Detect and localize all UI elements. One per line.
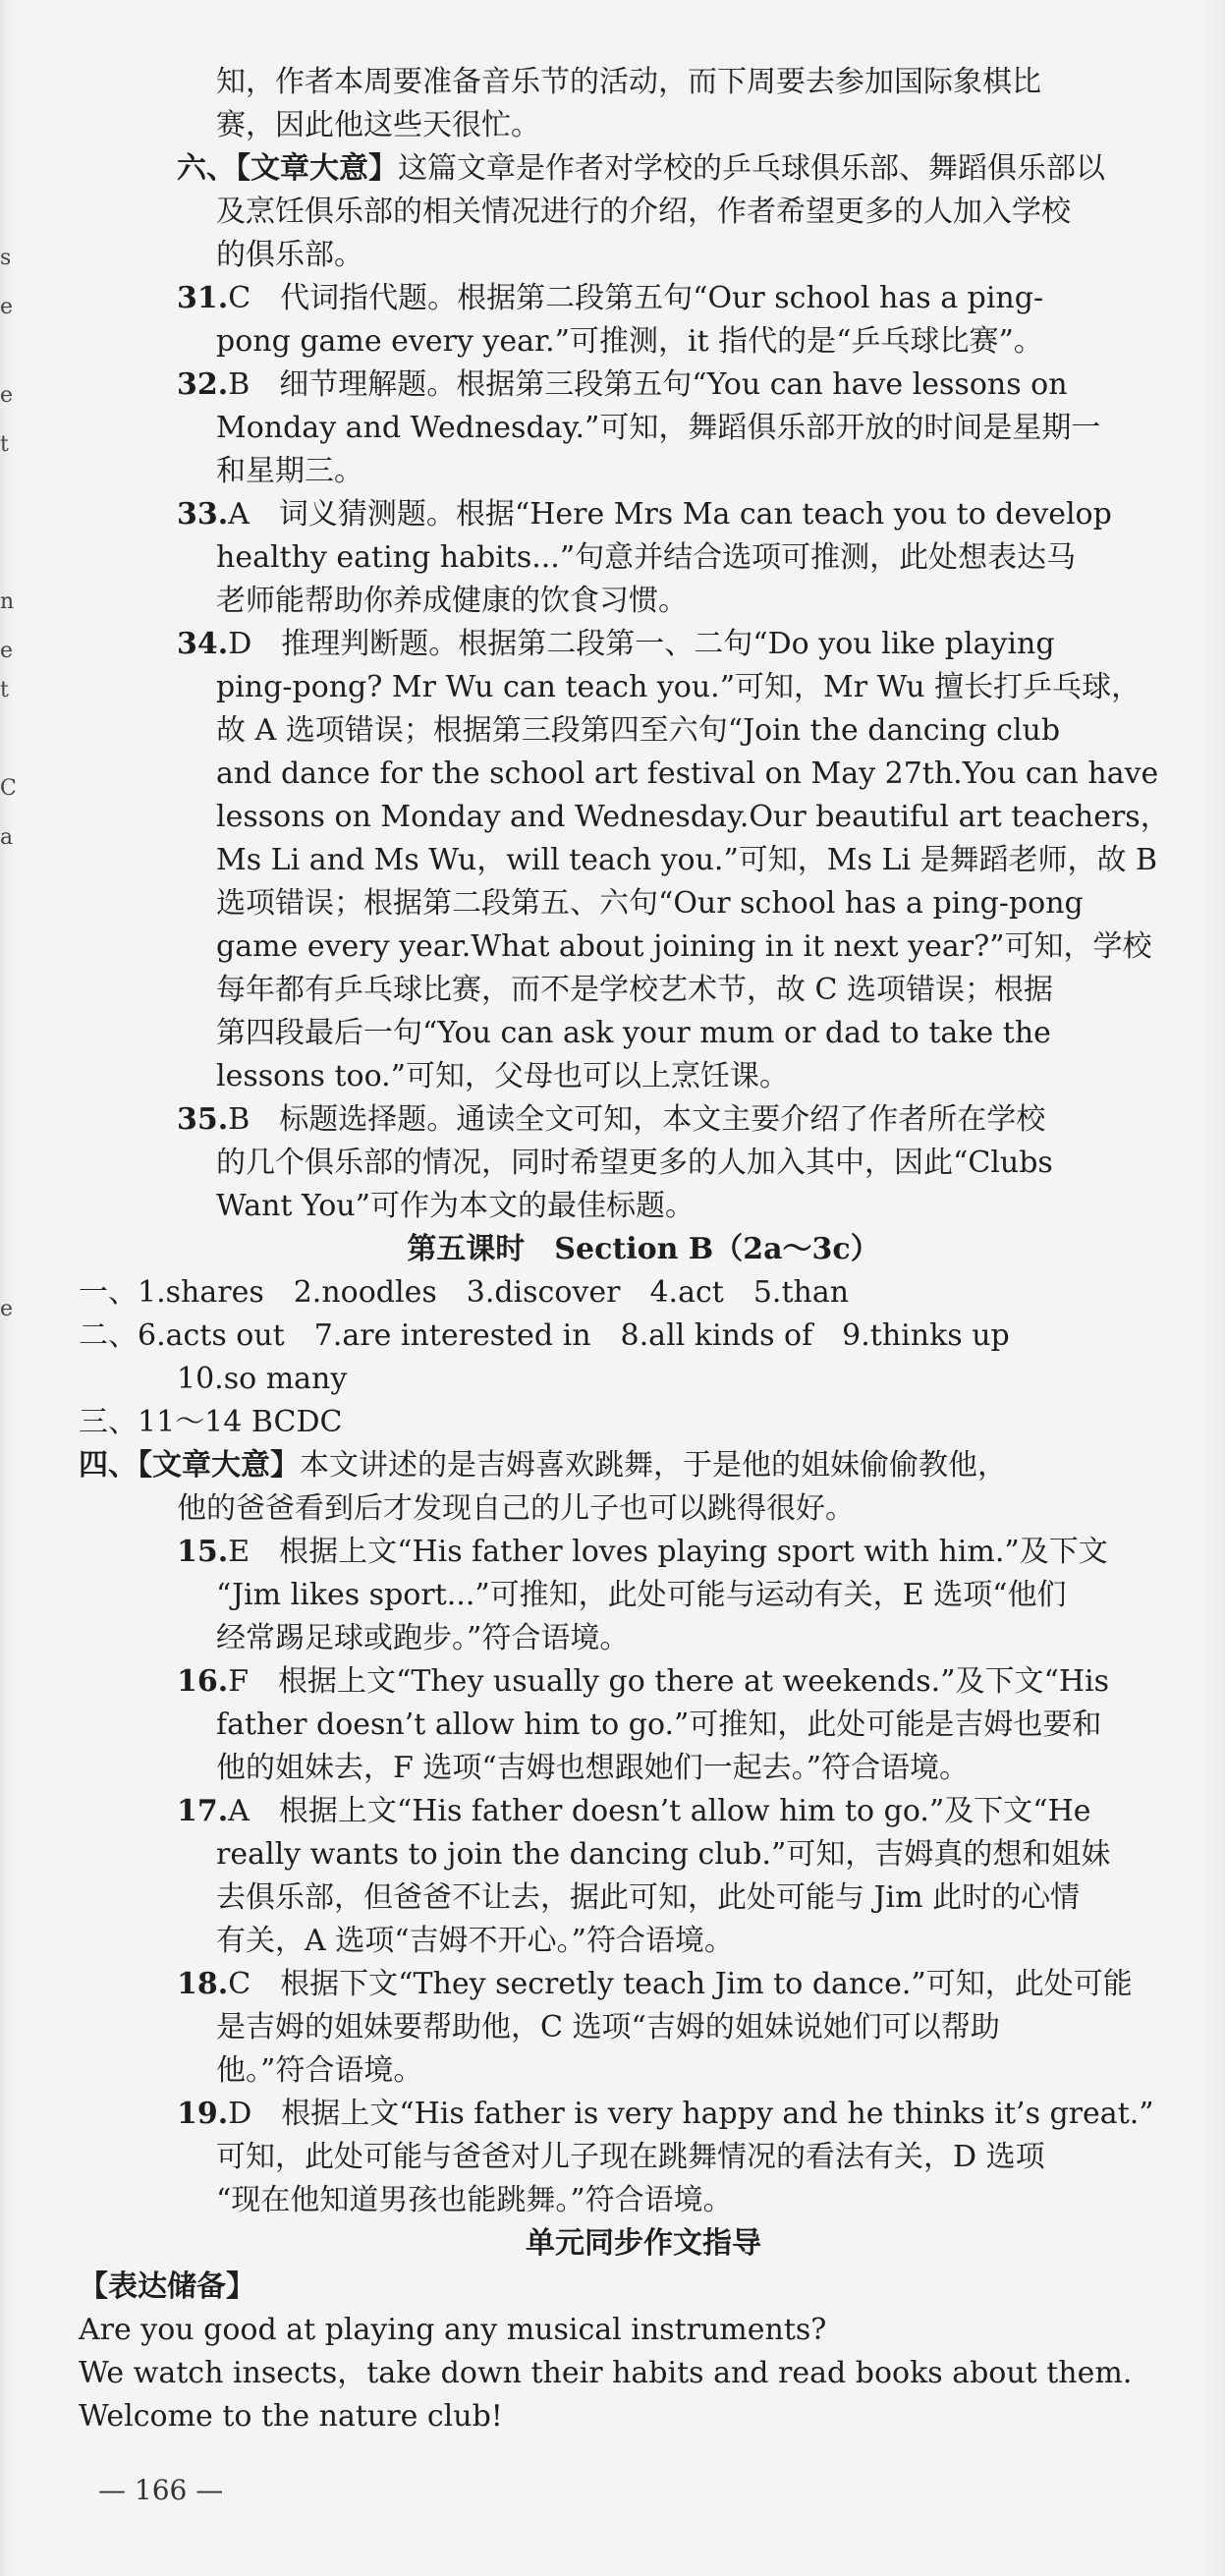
text-line (79, 1487, 1208, 1531)
edge-char: s (0, 246, 12, 270)
text-line (79, 1185, 1208, 1228)
text-line (79, 2006, 1208, 2049)
line-text: 去俱乐部，但爸爸不让去，据此可知，此处可能与 Jim 此时的心情 (216, 1880, 1081, 1915)
text-line (79, 1401, 1208, 1444)
edge-char: t (0, 432, 9, 457)
line-text: 选项错误；根据第二段第五、六句“Our school has a ping-pong (216, 886, 1084, 921)
line-text: 本文讲述的是吉姆喜欢跳舞，于是他的姐妹偷偷教他， (300, 1448, 1007, 1483)
item-number: 31. (177, 281, 229, 315)
line-text: 故 A 选项错误；根据第三段第四至六句“Join the dancing club (216, 713, 1061, 748)
line-text: Want You”可作为本文的最佳标题。 (216, 1189, 695, 1223)
line-text: 三、11～14 BCDC (79, 1405, 343, 1439)
item-number: 33. (177, 497, 229, 532)
line-text: ping-pong? Mr Wu can teach you.”可知，Mr Wu 擅长打乒乓球， (216, 670, 1141, 704)
line-text: really wants to join the dancing club.”可知，吉姆真的想和姐妹 (216, 1837, 1111, 1872)
text-line (79, 1963, 1208, 2006)
line-text: pong game every year.”可推测，it 指代的是“乒乓球比赛”。 (216, 324, 1043, 359)
line-text: A 词义猜测题。根据“Here Mrs Ma can teach you to develop (228, 497, 1112, 532)
line-text: B 细节理解题。根据第三段第五句“You can have lessons on (228, 367, 1068, 402)
text-line (79, 1098, 1208, 1142)
text-line (79, 1704, 1208, 1747)
text-line (79, 796, 1208, 839)
line-text: 经常踢足球或跑步。”符合语境。 (216, 1621, 630, 1655)
line-text: C 根据下文“They secretly teach Jim to dance.”可知，此处可能 (228, 1967, 1133, 2001)
item-number: 19. (177, 2097, 229, 2131)
text-line (79, 1574, 1208, 1617)
line-text: D 根据上文“His father is very happy and he thinks it’s great.” (228, 2097, 1154, 2131)
text-line (79, 1142, 1208, 1185)
item-number: 四、 (79, 1448, 138, 1483)
line-text: 他。”符合语境。 (216, 2053, 423, 2088)
text-line (79, 1617, 1208, 1660)
text-line (79, 1876, 1208, 1920)
line-text: father doesn’t allow him to go.”可推知，此处可能是吉姆也要和 (216, 1708, 1102, 1742)
text-line (79, 536, 1208, 580)
line-text: 的俱乐部。 (216, 238, 363, 272)
line-text: B 标题选择题。通读全文可知，本文主要介绍了作者所在学校 (228, 1102, 1046, 1137)
bold-label: 【表达储备】 (79, 2269, 255, 2304)
line-text: healthy eating habits...”句意并结合选项可推测，此处想表达马 (216, 540, 1077, 575)
line-text: Are you good at playing any musical instruments? (79, 2313, 827, 2347)
item-number: 34. (177, 627, 229, 661)
edge-char: e (0, 383, 14, 408)
item-number: 18. (177, 1967, 229, 2001)
item-number: 32. (177, 367, 229, 402)
text-line (79, 1531, 1208, 1574)
text-line (79, 882, 1208, 925)
text-line (79, 753, 1208, 796)
section-heading (79, 1228, 1208, 1271)
line-text: 这篇文章是作者对学校的乒乓球俱乐部、舞蹈俱乐部以 (398, 151, 1105, 186)
line-text: 有关，A 选项“吉姆不开心。”符合语境。 (216, 1924, 734, 1958)
text-line (79, 1747, 1208, 1790)
text-line (79, 407, 1208, 450)
line-text: A 根据上文“His father doesn’t allow him to go.”及下文“He (228, 1794, 1091, 1828)
text-line (79, 1660, 1208, 1704)
text-line (79, 2093, 1208, 2136)
item-number: 35. (177, 1102, 229, 1137)
text-line (79, 1315, 1208, 1358)
text-line (79, 839, 1208, 882)
text-line (79, 61, 1208, 104)
text-line (79, 1055, 1208, 1098)
line-text: 可知，此处可能与爸爸对儿子现在跳舞情况的看法有关，D 选项 (216, 2140, 1045, 2174)
page-number: — 166 — (98, 2474, 224, 2506)
edge-char: a (0, 825, 14, 850)
text-line (79, 2179, 1208, 2222)
text-line (79, 1920, 1208, 1963)
text-line (79, 450, 1208, 493)
line-text: 的几个俱乐部的情况，同时希望更多的人加入其中，因此“Clubs (216, 1146, 1053, 1180)
line-text: F 根据上文“They usually go there at weekends.”及下文“His (228, 1664, 1109, 1699)
answer-key-content (79, 61, 1208, 2438)
line-text: 是吉姆的姐妹要帮助他，C 选项“吉姆的姐妹说她们可以帮助 (216, 2010, 1000, 2044)
text-line (79, 277, 1208, 320)
text-line (79, 580, 1208, 623)
section-heading (79, 2222, 1208, 2266)
text-line (79, 1444, 1208, 1487)
text-line (79, 1012, 1208, 1055)
text-line (79, 969, 1208, 1012)
edge-char: e (0, 1297, 14, 1321)
line-text: Ms Li and Ms Wu，will teach you.”可知，Ms Li 是舞蹈老师，故 B (216, 843, 1158, 877)
line-text: D 推理判断题。根据第二段第一、二句“Do you like playing (228, 627, 1055, 661)
line-text: 及烹饪俱乐部的相关情况进行的介绍，作者希望更多的人加入学校 (216, 195, 1071, 229)
line-text: lessons too.”可知，父母也可以上烹饪课。 (216, 1059, 789, 1093)
line-text: 赛，因此他这些天很忙。 (216, 108, 540, 142)
line-text: Welcome to the nature club! (79, 2399, 503, 2434)
text-line (79, 234, 1208, 277)
text-line (79, 925, 1208, 969)
line-text: “Jim likes sport...”可推知，此处可能与运动有关，E 选项“他们 (216, 1578, 1067, 1612)
edge-char: n (0, 589, 15, 614)
line-text: 知，作者本周要准备音乐节的活动，而下周要去参加国际象棋比 (216, 65, 1041, 99)
text-line (79, 623, 1208, 666)
line-text: E 根据上文“His father loves playing sport with him.”及下文 (228, 1535, 1108, 1569)
edge-char: C (0, 776, 17, 801)
item-number: 16. (177, 1664, 229, 1699)
text-line (79, 666, 1208, 709)
edge-char: t (0, 678, 9, 702)
line-text: Monday and Wednesday.”可知，舞蹈俱乐部开放的时间是星期一 (216, 411, 1101, 445)
line-text: 第五课时 Section B（2a～3c） (407, 1232, 880, 1266)
text-line (79, 191, 1208, 234)
bold-label: 【文章大意】 (236, 151, 398, 186)
line-text: 10.so many (177, 1362, 348, 1396)
line-text: 老师能帮助你养成健康的饮食习惯。 (216, 584, 688, 618)
line-text: C 代词指代题。根据第二段第五句“Our school has a ping- (228, 281, 1044, 315)
text-line (79, 2352, 1208, 2395)
edge-char: e (0, 295, 14, 319)
item-number: 17. (177, 1794, 229, 1828)
line-text: 一、1.shares 2.noodles 3.discover 4.act 5.than (79, 1275, 850, 1310)
text-line (79, 1790, 1208, 1833)
line-text: “现在他知道男孩也能跳舞。”符合语境。 (216, 2183, 733, 2217)
text-line (79, 709, 1208, 753)
line-text: 每年都有乒乓球比赛，而不是学校艺术节，故 C 选项错误；根据 (216, 973, 1054, 1007)
text-line (79, 1833, 1208, 1876)
text-line (79, 104, 1208, 147)
text-line (79, 364, 1208, 407)
line-text: 二、6.acts out 7.are interested in 8.all kinds of 9.thinks up (79, 1318, 1010, 1353)
line-text: game every year.What about joining in it next year?”可知，学校 (216, 929, 1152, 964)
text-line (79, 2136, 1208, 2179)
text-line (79, 147, 1208, 191)
text-line (79, 493, 1208, 536)
item-number: 六、 (177, 151, 236, 186)
text-line (79, 1271, 1208, 1315)
line-text: 他的爸爸看到后才发现自己的儿子也可以跳得很好。 (177, 1491, 855, 1526)
text-line (79, 2395, 1208, 2438)
text-line (79, 1358, 1208, 1401)
text-line (79, 2309, 1208, 2352)
line-text: and dance for the school art festival on May 27th.You can have (216, 756, 1159, 791)
line-text: lessons on Monday and Wednesday.Our beautiful art teachers， (216, 800, 1170, 834)
bold-label: 【文章大意】 (138, 1448, 300, 1483)
line-text: 单元同步作文指导 (526, 2226, 761, 2261)
line-text: We watch insects，take down their habits and read books about them. (79, 2356, 1133, 2390)
edge-char: e (0, 639, 14, 663)
text-line (79, 2049, 1208, 2093)
item-number: 15. (177, 1535, 229, 1569)
line-text: 第四段最后一句“You can ask your mum or dad to take the (216, 1016, 1051, 1050)
text-line (79, 320, 1208, 364)
line-text: 和星期三。 (216, 454, 363, 488)
line-text: 他的姐妹去，F 选项“吉姆也想跟她们一起去。”符合语境。 (216, 1751, 970, 1785)
text-line (79, 2266, 1208, 2309)
